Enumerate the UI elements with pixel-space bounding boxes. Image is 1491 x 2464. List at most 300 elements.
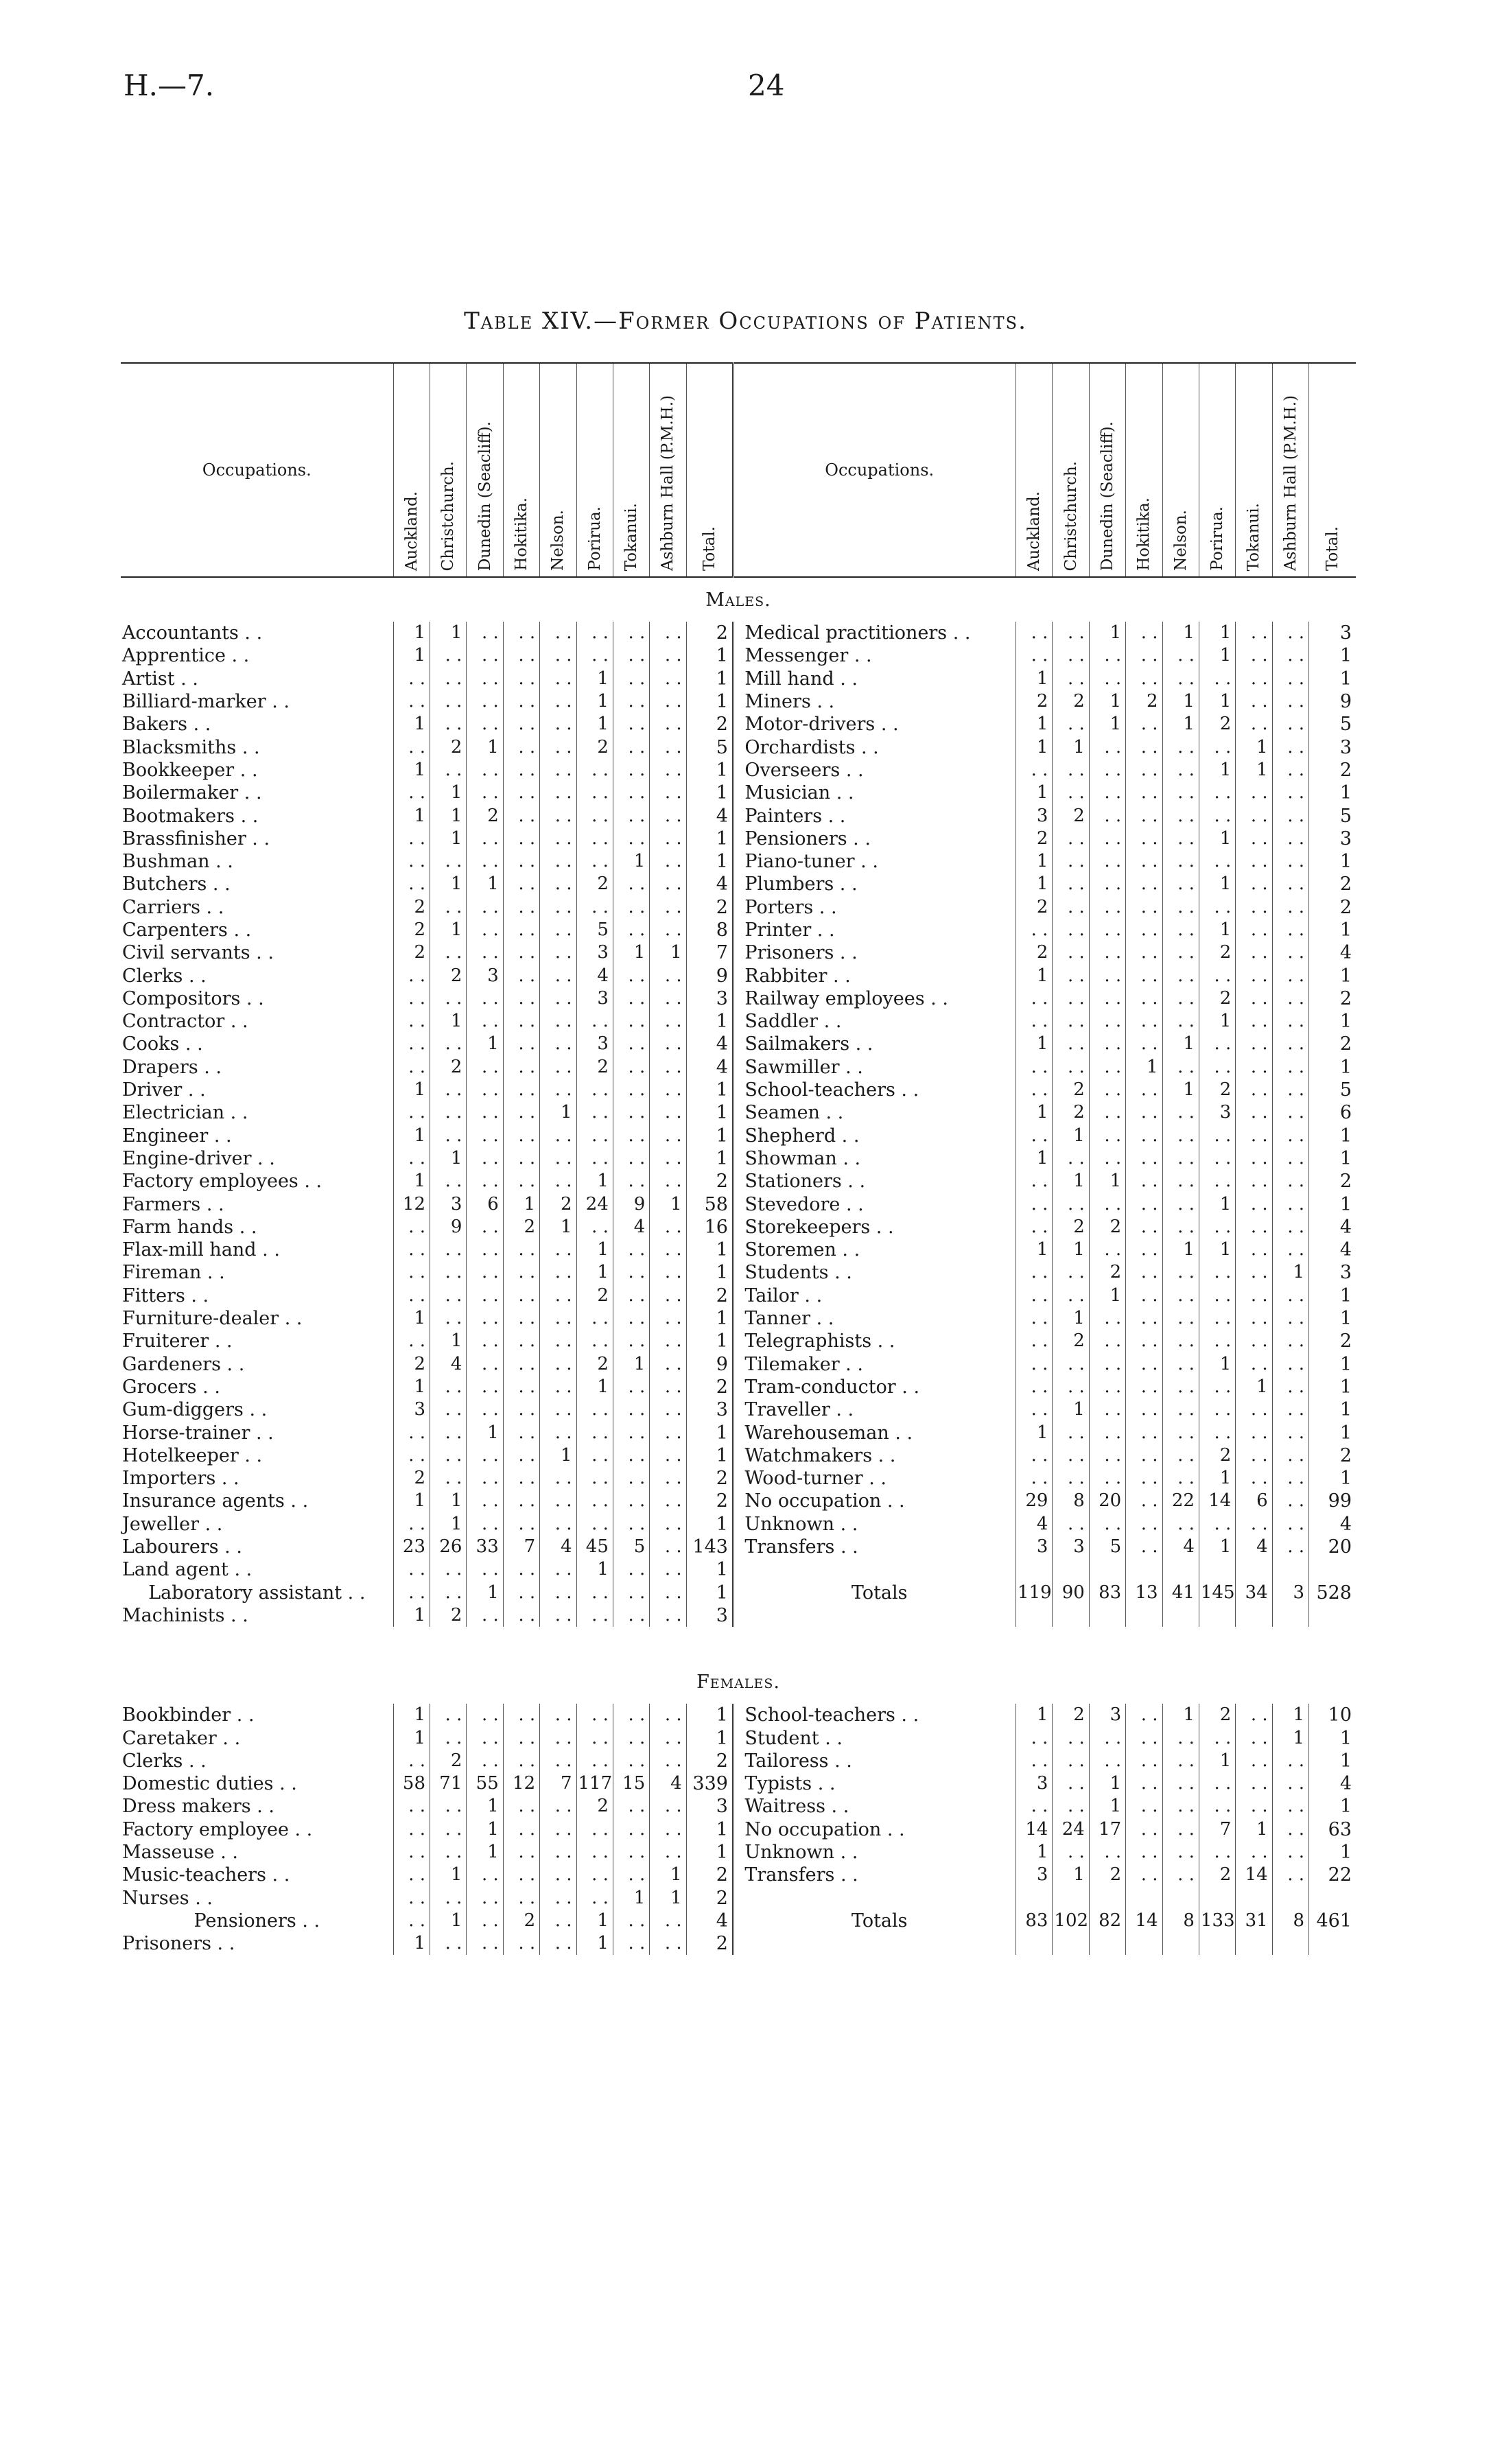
table-row <box>121 1444 1356 1467</box>
value-cell: . . <box>503 1444 539 1467</box>
value-cell: 1 <box>1236 736 1272 758</box>
value-cell: . . <box>1053 896 1089 919</box>
occupation-cell: Watchmakers . . <box>744 1444 896 1466</box>
occupation-cell: Importers . . <box>122 1468 239 1490</box>
total-cell: 143 <box>686 1536 733 1558</box>
value-cell: . . <box>613 1170 649 1193</box>
value-cell: . . <box>1126 759 1162 782</box>
value-cell: . . <box>1236 782 1272 804</box>
value-cell: . . <box>503 941 539 964</box>
value-cell: . . <box>503 622 539 644</box>
value-cell: . . <box>1272 1101 1308 1124</box>
value-cell: . . <box>540 1033 576 1055</box>
total-cell: 2 <box>1309 759 1356 782</box>
value-cell: . . <box>650 919 686 941</box>
value-cell: . . <box>467 1307 503 1330</box>
column-separator <box>733 1864 743 1886</box>
value-cell: . . <box>1089 1467 1125 1490</box>
value-cell: . . <box>1016 1750 1053 1772</box>
value-cell: . . <box>650 1284 686 1307</box>
value-cell: . . <box>1236 1284 1272 1307</box>
value-cell: . . <box>540 1330 576 1352</box>
value-cell: . . <box>1053 1147 1089 1170</box>
occupation-cell: Clerks . . <box>122 1750 207 1772</box>
value-cell: . . <box>1053 668 1089 690</box>
occupation-cell: Bookbinder . . <box>122 1704 255 1726</box>
total-cell: 1 <box>686 1818 733 1841</box>
value-cell: . . <box>1236 1239 1272 1261</box>
value-cell: . . <box>467 1398 503 1421</box>
total-cell: 4 <box>686 1056 733 1079</box>
occupation-cell: Brassfinisher . . <box>122 828 270 849</box>
value-cell: . . <box>1272 919 1308 941</box>
value-cell: . . <box>430 1284 467 1307</box>
occupation-cell: Domestic duties . . <box>122 1773 297 1795</box>
table-row <box>121 1604 1356 1627</box>
total-cell: 1 <box>686 1330 733 1352</box>
occupation-cell: Railway employees . . <box>744 987 948 1009</box>
value-cell: 4 <box>1016 1513 1053 1536</box>
table-row <box>121 1772 1356 1795</box>
value-cell: . . <box>1272 1795 1308 1818</box>
column-separator <box>733 1010 743 1033</box>
value-cell: . . <box>1199 1795 1235 1818</box>
value-cell: . . <box>613 1864 649 1886</box>
value-cell: . . <box>430 1841 467 1864</box>
total-cell: 2 <box>686 896 733 919</box>
column-header: Hokitika. <box>1126 363 1162 577</box>
value-cell: 1 <box>467 1033 503 1055</box>
value-cell: . . <box>467 1239 503 1261</box>
value-cell: . . <box>1126 1467 1162 1490</box>
value-cell: . . <box>613 1125 649 1147</box>
value-cell: . . <box>430 644 467 667</box>
occupation-cell: Artist . . <box>122 668 198 690</box>
value-cell: . . <box>1272 1125 1308 1147</box>
value-cell: 1 <box>576 1239 613 1261</box>
table-row <box>121 690 1356 713</box>
value-cell: 1 <box>1236 759 1272 782</box>
value-cell: . . <box>650 1513 686 1536</box>
column-header: Ashburn Hall (P.M.H.) <box>1272 363 1308 577</box>
column-header: Total. <box>686 363 733 577</box>
value-cell: . . <box>613 736 649 758</box>
column-separator <box>733 1239 743 1261</box>
occupation-cell: Messenger . . <box>744 645 872 667</box>
value-cell: . . <box>503 804 539 827</box>
header-row <box>121 363 1356 577</box>
value-cell: . . <box>1199 1284 1235 1307</box>
value-cell: 41 <box>1162 1581 1199 1604</box>
value-cell: 1 <box>1199 644 1235 667</box>
occupation-cell: Tailor . . <box>744 1284 823 1306</box>
value-cell: . . <box>430 690 467 713</box>
value-cell: . . <box>1089 668 1125 690</box>
value-cell: . . <box>1126 644 1162 667</box>
value-cell: 1 <box>430 873 467 895</box>
value-cell: 1 <box>650 1193 686 1215</box>
value-cell: . . <box>650 1932 686 1955</box>
value-cell: . . <box>540 1841 576 1864</box>
value-cell: 2 <box>393 941 430 964</box>
value-cell <box>1236 1604 1272 1627</box>
value-cell: . . <box>1272 713 1308 736</box>
value-cell: 14 <box>1199 1490 1235 1512</box>
value-cell: 1 <box>613 941 649 964</box>
value-cell: . . <box>1126 919 1162 941</box>
column-separator <box>733 1467 743 1490</box>
value-cell: . . <box>1272 964 1308 987</box>
value-cell: . . <box>1236 1444 1272 1467</box>
table-row <box>121 1726 1356 1749</box>
value-cell <box>1236 1932 1272 1955</box>
value-cell: . . <box>1236 1079 1272 1101</box>
value-cell: . . <box>1199 1726 1235 1749</box>
value-cell: . . <box>393 1910 430 1932</box>
value-cell: . . <box>540 1818 576 1841</box>
total-cell: 1 <box>1309 1726 1356 1749</box>
value-cell: 71 <box>430 1772 467 1795</box>
value-cell: . . <box>1272 1010 1308 1033</box>
occupation-cell: Bakers . . <box>122 714 211 736</box>
value-cell: . . <box>467 1467 503 1490</box>
total-cell: 3 <box>1309 1261 1356 1284</box>
value-cell: . . <box>467 1101 503 1124</box>
value-cell: . . <box>613 1490 649 1512</box>
value-cell: . . <box>393 1886 430 1909</box>
value-cell: . . <box>650 1170 686 1193</box>
value-cell: . . <box>1089 1726 1125 1749</box>
occupation-cell: Porters . . <box>744 896 837 918</box>
occupation-cell: Accountants . . <box>122 622 263 644</box>
value-cell: . . <box>1053 919 1089 941</box>
value-cell: . . <box>1272 941 1308 964</box>
occupation-cell: Engine-driver . . <box>122 1147 275 1169</box>
total-cell: 1 <box>686 1147 733 1170</box>
total-cell: 63 <box>1309 1818 1356 1841</box>
total-cell: 1 <box>1309 668 1356 690</box>
value-cell: . . <box>1162 1216 1199 1239</box>
value-cell: . . <box>613 1147 649 1170</box>
value-cell: 20 <box>1089 1490 1125 1512</box>
value-cell: . . <box>503 1421 539 1444</box>
table-row <box>121 1513 1356 1536</box>
value-cell: 1 <box>1199 1010 1235 1033</box>
value-cell: . . <box>650 1147 686 1170</box>
value-cell: . . <box>467 1864 503 1886</box>
value-cell: . . <box>540 1467 576 1490</box>
value-cell: . . <box>1126 1147 1162 1170</box>
column-separator <box>733 736 743 758</box>
value-cell: . . <box>1199 1513 1235 1536</box>
value-cell: . . <box>1162 804 1199 827</box>
total-cell: 1 <box>1309 1307 1356 1330</box>
occupation-cell: Sawmiller . . <box>744 1056 863 1078</box>
value-cell: . . <box>1162 782 1199 804</box>
value-cell: 82 <box>1089 1910 1125 1932</box>
column-separator <box>733 1353 743 1376</box>
table-body <box>121 577 1356 1955</box>
value-cell: . . <box>540 941 576 964</box>
value-cell: 2 <box>1016 941 1053 964</box>
value-cell: . . <box>576 1147 613 1170</box>
occupation-cell: Dress makers . . <box>122 1796 274 1818</box>
value-cell: . . <box>467 1353 503 1376</box>
value-cell: . . <box>1053 1056 1089 1079</box>
value-cell: 7 <box>540 1772 576 1795</box>
value-cell: . . <box>1236 1841 1272 1864</box>
value-cell: . . <box>1089 1079 1125 1101</box>
table-row <box>121 1376 1356 1398</box>
value-cell <box>1272 1932 1308 1955</box>
column-header: Nelson. <box>1162 363 1199 577</box>
value-cell: 2 <box>430 1750 467 1772</box>
value-cell: . . <box>650 1216 686 1239</box>
value-cell: . . <box>613 1307 649 1330</box>
value-cell: 1 <box>1089 1284 1125 1307</box>
value-cell: 1 <box>1016 873 1053 895</box>
total-cell: 1 <box>686 1513 733 1536</box>
value-cell: . . <box>613 1704 649 1726</box>
occupation-cell: Sailmakers . . <box>744 1033 873 1055</box>
value-cell: . . <box>576 1079 613 1101</box>
total-cell: 4 <box>1309 941 1356 964</box>
value-cell: . . <box>1053 1513 1089 1536</box>
value-cell: 3 <box>467 964 503 987</box>
value-cell: 1 <box>393 804 430 827</box>
value-cell: 2 <box>430 1604 467 1627</box>
value-cell: 29 <box>1016 1490 1053 1512</box>
value-cell: . . <box>467 1704 503 1726</box>
total-cell: 6 <box>1309 1101 1356 1124</box>
table-row <box>121 1330 1356 1352</box>
occupation-cell: Engineer . . <box>122 1125 232 1147</box>
value-cell: . . <box>1016 1170 1053 1193</box>
value-cell: 1 <box>503 1193 539 1215</box>
total-cell: 1 <box>1309 1467 1356 1490</box>
occupation-cell <box>743 1932 1015 1955</box>
value-cell: . . <box>503 759 539 782</box>
value-cell: . . <box>1089 919 1125 941</box>
table-row <box>121 987 1356 1010</box>
column-separator <box>733 1536 743 1558</box>
value-cell: . . <box>540 668 576 690</box>
value-cell: . . <box>1236 668 1272 690</box>
column-separator <box>733 622 743 644</box>
value-cell: 3 <box>576 1033 613 1055</box>
value-cell: . . <box>467 1125 503 1147</box>
value-cell: 1 <box>576 1910 613 1932</box>
value-cell: . . <box>1236 1330 1272 1352</box>
value-cell: . . <box>650 896 686 919</box>
value-cell: . . <box>613 690 649 713</box>
total-cell: 1 <box>1309 964 1356 987</box>
column-header: Christchurch. <box>430 363 467 577</box>
value-cell: . . <box>1089 1307 1125 1330</box>
value-cell: . . <box>393 1581 430 1604</box>
value-cell: . . <box>540 873 576 895</box>
value-cell: 2 <box>1199 1704 1235 1726</box>
occupation-cell: Caretaker . . <box>122 1727 241 1749</box>
value-cell: . . <box>1236 1421 1272 1444</box>
value-cell: 1 <box>430 1010 467 1033</box>
value-cell: . . <box>1162 1467 1199 1490</box>
value-cell: 3 <box>1272 1581 1308 1604</box>
occupation-cell: Carpenters . . <box>122 919 252 941</box>
value-cell: . . <box>1089 1444 1125 1467</box>
value-cell: . . <box>1053 1726 1089 1749</box>
value-cell: . . <box>1236 1125 1272 1147</box>
value-cell: . . <box>467 1726 503 1749</box>
value-cell: . . <box>613 873 649 895</box>
value-cell: 7 <box>503 1536 539 1558</box>
value-cell: 1 <box>650 1886 686 1909</box>
value-cell: . . <box>613 1795 649 1818</box>
value-cell: . . <box>430 896 467 919</box>
value-cell: . . <box>576 1604 613 1627</box>
value-cell: 2 <box>393 1353 430 1376</box>
table-row <box>121 804 1356 827</box>
column-separator <box>733 1795 743 1818</box>
total-cell: 1 <box>686 782 733 804</box>
value-cell: . . <box>467 941 503 964</box>
value-cell: . . <box>576 782 613 804</box>
value-cell: 2 <box>503 1910 539 1932</box>
value-cell: . . <box>1162 759 1199 782</box>
table-row <box>121 1704 1356 1726</box>
total-cell: 9 <box>1309 690 1356 713</box>
value-cell: . . <box>393 987 430 1010</box>
value-cell: . . <box>393 690 430 713</box>
column-header: Dunedin (Seacliff). <box>467 363 503 577</box>
value-cell: . . <box>613 1841 649 1864</box>
value-cell: 1 <box>1162 1079 1199 1101</box>
value-cell: . . <box>650 1353 686 1376</box>
occupation-cell: Factory employee . . <box>122 1818 313 1840</box>
value-cell: . . <box>650 1604 686 1627</box>
occupation-cell: Miners . . <box>744 691 835 713</box>
column-separator <box>733 1841 743 1864</box>
value-cell <box>1089 1558 1125 1581</box>
column-separator <box>733 1101 743 1124</box>
total-cell: 1 <box>1309 1125 1356 1147</box>
occupation-cell: Tailoress . . <box>744 1750 852 1772</box>
value-cell: . . <box>1162 668 1199 690</box>
value-cell: . . <box>467 828 503 850</box>
section-heading: Males. <box>705 589 771 611</box>
value-cell: . . <box>540 1147 576 1170</box>
value-cell: 1 <box>1199 1239 1235 1261</box>
value-cell: . . <box>1126 850 1162 873</box>
value-cell: 1 <box>1162 1704 1199 1726</box>
value-cell: . . <box>1236 1170 1272 1193</box>
occupation-cell: Students . . <box>744 1262 852 1284</box>
value-cell: . . <box>467 1932 503 1955</box>
value-cell: . . <box>1016 1056 1053 1079</box>
total-cell: 2 <box>686 1932 733 1955</box>
value-cell: 1 <box>393 1490 430 1512</box>
occupation-cell: Tanner . . <box>744 1308 834 1330</box>
table-row <box>121 1490 1356 1512</box>
value-cell: . . <box>650 1818 686 1841</box>
value-cell: . . <box>576 896 613 919</box>
value-cell: 2 <box>430 1056 467 1079</box>
total-cell <box>1309 1932 1356 1955</box>
value-cell: . . <box>393 1841 430 1864</box>
value-cell: 1 <box>1016 1239 1053 1261</box>
value-cell: 3 <box>576 987 613 1010</box>
total-cell: 1 <box>686 1239 733 1261</box>
total-cell: 58 <box>686 1193 733 1215</box>
value-cell: . . <box>1053 1467 1089 1490</box>
value-cell: 24 <box>1053 1818 1089 1841</box>
value-cell: 2 <box>1053 804 1089 827</box>
value-cell: 1 <box>1199 1750 1235 1772</box>
total-cell: 1 <box>1309 1750 1356 1772</box>
value-cell: 1 <box>1053 1170 1089 1193</box>
value-cell: . . <box>1199 1033 1235 1055</box>
value-cell: . . <box>650 1536 686 1558</box>
value-cell: . . <box>1126 896 1162 919</box>
value-cell: . . <box>1089 1353 1125 1376</box>
value-cell: . . <box>1053 850 1089 873</box>
value-cell: . . <box>613 1010 649 1033</box>
total-cell: 3 <box>686 1795 733 1818</box>
table-row <box>121 1239 1356 1261</box>
value-cell: . . <box>576 1750 613 1772</box>
value-cell <box>1199 1604 1235 1627</box>
value-cell: . . <box>1089 644 1125 667</box>
value-cell <box>1016 1932 1053 1955</box>
value-cell: . . <box>1272 873 1308 895</box>
occupation-cell: Waitress . . <box>744 1796 849 1818</box>
value-cell: . . <box>613 1932 649 1955</box>
value-cell: . . <box>1126 1750 1162 1772</box>
column-separator <box>733 690 743 713</box>
total-cell: 528 <box>1309 1581 1356 1604</box>
column-separator <box>733 1398 743 1421</box>
value-cell: 1 <box>1199 622 1235 644</box>
column-separator <box>733 1125 743 1147</box>
occupation-cell: Driver . . <box>122 1079 206 1101</box>
occupation-cell: Grocers . . <box>122 1376 220 1398</box>
value-cell: . . <box>503 1261 539 1284</box>
value-cell: . . <box>1089 804 1125 827</box>
column-separator <box>733 804 743 827</box>
value-cell: 1 <box>430 828 467 850</box>
value-cell: 24 <box>576 1193 613 1215</box>
value-cell: 15 <box>613 1772 649 1795</box>
value-cell: 2 <box>1016 690 1053 713</box>
value-cell: 1 <box>393 644 430 667</box>
value-cell: . . <box>576 1704 613 1726</box>
value-cell <box>1126 1604 1162 1627</box>
value-cell: 2 <box>393 919 430 941</box>
value-cell: . . <box>576 1307 613 1330</box>
value-cell: . . <box>1162 1841 1199 1864</box>
value-cell: . . <box>1272 1536 1308 1558</box>
table-row <box>121 1886 1356 1909</box>
column-header: Tokanui. <box>1236 363 1272 577</box>
value-cell: . . <box>1272 1056 1308 1079</box>
value-cell: . . <box>1199 1147 1235 1170</box>
value-cell: . . <box>430 941 467 964</box>
value-cell: . . <box>1236 1467 1272 1490</box>
value-cell <box>1089 1604 1125 1627</box>
value-cell: 1 <box>1199 1193 1235 1215</box>
value-cell: . . <box>1272 1147 1308 1170</box>
occupation-cell: Unknown . . <box>744 1841 858 1863</box>
